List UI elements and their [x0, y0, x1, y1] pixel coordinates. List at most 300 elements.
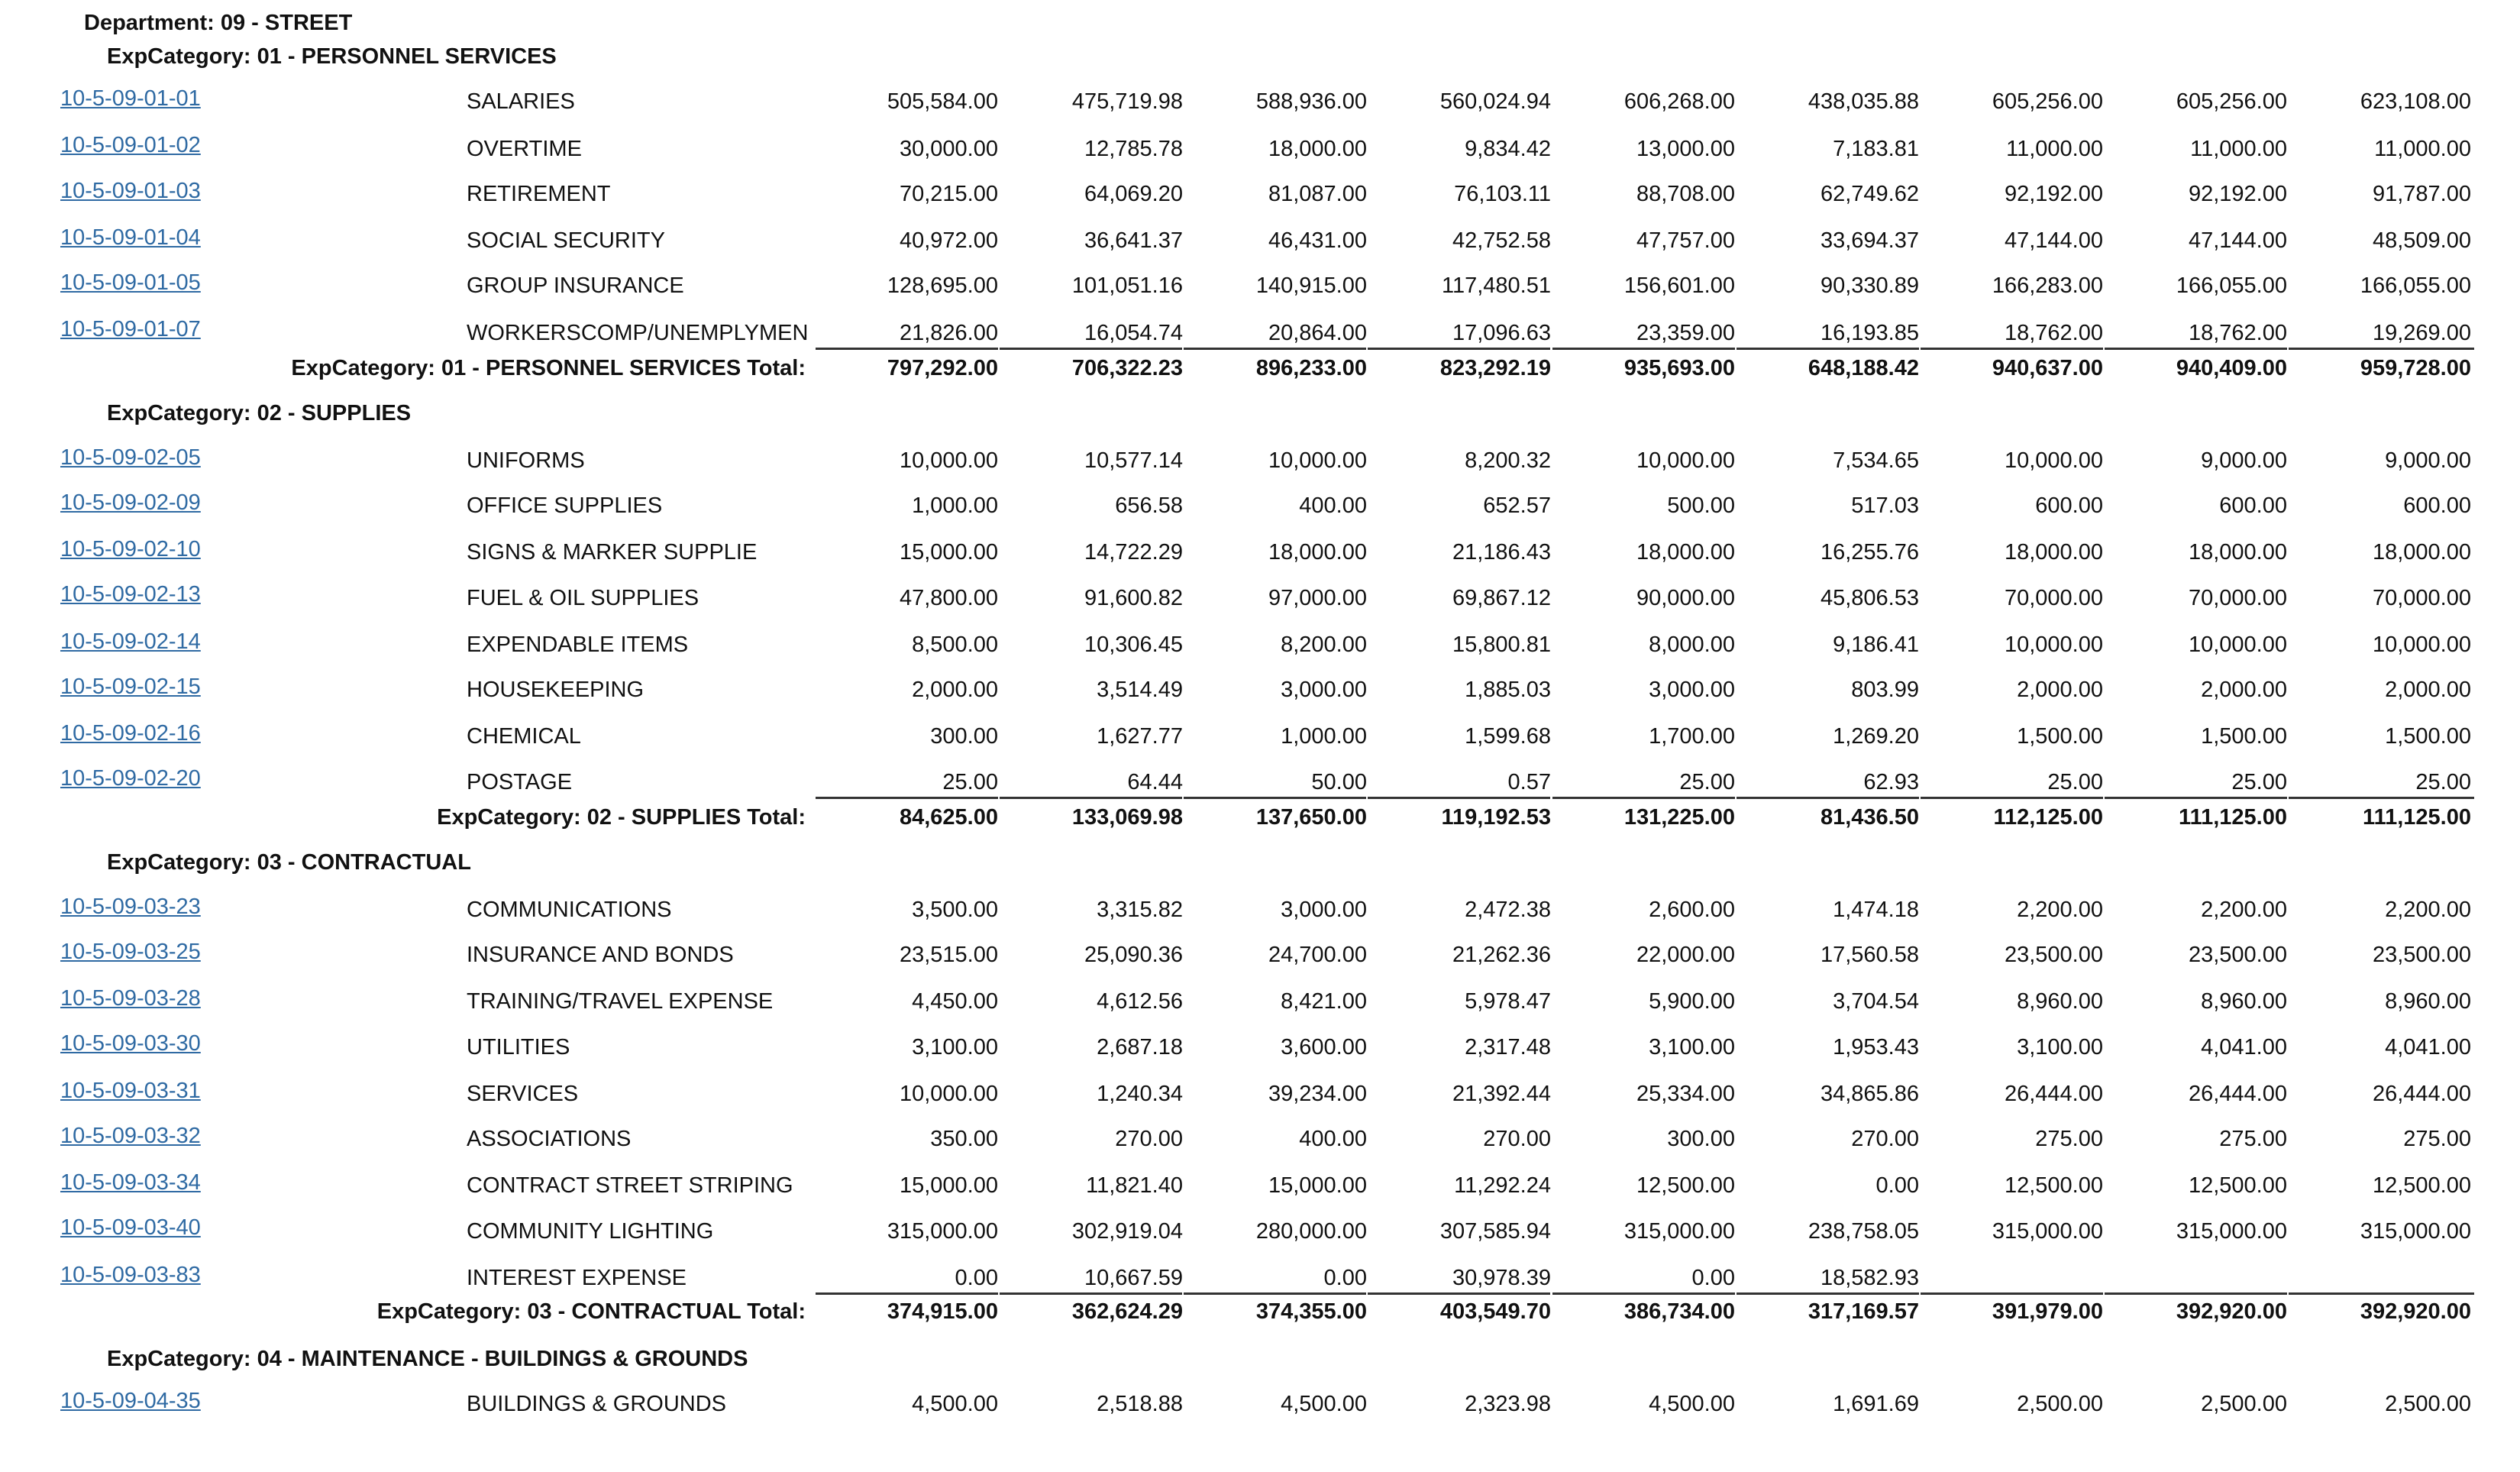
- amount-cell: 25.00: [2415, 770, 2471, 794]
- amount-cell: 30,000.00: [899, 137, 998, 161]
- amount-cell: 9,000.00: [2385, 448, 2471, 473]
- amount-cell: 25,334.00: [1636, 1082, 1735, 1106]
- amount-cell: 1,953.43: [1833, 1035, 1919, 1060]
- amount-cell: 0.00: [1875, 1173, 1919, 1198]
- amount-cell: 15,800.81: [1452, 632, 1551, 657]
- amount-cell: 12,500.00: [1636, 1173, 1735, 1198]
- amount-cell: 8,960.00: [2385, 989, 2471, 1014]
- line-item-description: BUILDINGS & GROUNDS: [467, 1392, 726, 1416]
- amount-cell: 0.00: [1691, 1266, 1735, 1290]
- amount-cell: 7,534.65: [1833, 448, 1919, 473]
- amount-cell: 8,500.00: [912, 632, 998, 657]
- amount-cell: 21,262.36: [1452, 943, 1551, 967]
- category-total-amount: 112,125.00: [1993, 805, 2103, 830]
- total-rule: [1000, 1292, 1182, 1295]
- amount-cell: 90,330.89: [1820, 273, 1919, 298]
- amount-cell: 280,000.00: [1255, 1219, 1367, 1244]
- amount-cell: 101,051.16: [1071, 273, 1183, 298]
- amount-cell: 275.00: [2035, 1127, 2103, 1151]
- amount-cell: 11,292.24: [1454, 1173, 1551, 1198]
- amount-cell: 47,144.00: [2188, 228, 2287, 253]
- amount-cell: 18,000.00: [1636, 540, 1735, 565]
- amount-cell: 117,480.51: [1442, 273, 1551, 298]
- line-item-description: EXPENDABLE ITEMS: [467, 632, 689, 657]
- amount-cell: 17,096.63: [1452, 321, 1551, 345]
- amount-cell: 11,000.00: [2006, 137, 2103, 161]
- amount-cell: 34,865.86: [1820, 1082, 1919, 1106]
- amount-cell: 270.00: [1851, 1127, 1919, 1151]
- amount-cell: 2,200.00: [2385, 898, 2471, 922]
- amount-cell: 1,500.00: [2385, 724, 2471, 749]
- amount-cell: 23,500.00: [2004, 943, 2103, 967]
- amount-cell: 2,000.00: [2017, 678, 2103, 702]
- amount-cell: 652.57: [1483, 493, 1551, 518]
- total-rule: [1737, 348, 1919, 350]
- line-item-description: COMMUNITY LIGHTING: [467, 1219, 714, 1244]
- amount-cell: 2,317.48: [1465, 1035, 1551, 1060]
- amount-cell: 275.00: [2403, 1127, 2471, 1151]
- category-total-amount: 84,625.00: [899, 805, 998, 830]
- amount-cell: 22,000.00: [1636, 943, 1735, 967]
- amount-cell: 11,821.40: [1086, 1173, 1183, 1198]
- amount-cell: 19,269.00: [2372, 321, 2471, 345]
- line-item-description: COMMUNICATIONS: [467, 898, 672, 922]
- amount-cell: 62.93: [1863, 770, 1919, 794]
- amount-cell: 4,500.00: [1281, 1392, 1367, 1416]
- category-total-amount: 131,225.00: [1623, 805, 1735, 830]
- amount-cell: 10,000.00: [899, 1082, 998, 1106]
- amount-cell: 64,069.20: [1084, 182, 1183, 206]
- amount-cell: 10,000.00: [1268, 448, 1367, 473]
- account-link[interactable]: 10-5-09-02-13: [60, 582, 201, 607]
- amount-cell: 3,600.00: [1281, 1035, 1367, 1060]
- amount-cell: 4,500.00: [912, 1392, 998, 1416]
- amount-cell: 3,000.00: [1649, 678, 1735, 702]
- amount-cell: 33,694.37: [1820, 228, 1919, 253]
- amount-cell: 26,444.00: [2372, 1082, 2471, 1106]
- account-link[interactable]: 10-5-09-02-05: [60, 445, 201, 470]
- amount-cell: 315,000.00: [1623, 1219, 1735, 1244]
- amount-cell: 2,323.98: [1465, 1392, 1551, 1416]
- amount-cell: 11,000.00: [2190, 137, 2287, 161]
- amount-cell: 10,306.45: [1084, 632, 1183, 657]
- amount-cell: 4,450.00: [912, 989, 998, 1014]
- amount-cell: 605,256.00: [1992, 89, 2103, 114]
- amount-cell: 42,752.58: [1452, 228, 1551, 253]
- amount-cell: 91,600.82: [1084, 586, 1183, 610]
- line-item-description: CONTRACT STREET STRIPING: [467, 1173, 793, 1198]
- account-link[interactable]: 10-5-09-03-28: [60, 986, 201, 1011]
- amount-cell: 8,000.00: [1649, 632, 1735, 657]
- amount-cell: 400.00: [1299, 1127, 1367, 1151]
- amount-cell: 1,240.34: [1097, 1082, 1183, 1106]
- line-item-description: HOUSEKEEPING: [467, 678, 645, 702]
- total-rule: [1184, 1292, 1366, 1295]
- amount-cell: 10,000.00: [2004, 448, 2103, 473]
- amount-cell: 12,785.78: [1084, 137, 1183, 161]
- category-total-amount: 119,192.53: [1441, 805, 1551, 830]
- amount-cell: 90,000.00: [1636, 586, 1735, 610]
- amount-cell: 21,826.00: [899, 321, 998, 345]
- category-total-amount: 391,979.00: [1992, 1299, 2103, 1324]
- category-total-label: ExpCategory: 01 - PERSONNEL SERVICES Total:: [291, 356, 806, 380]
- amount-cell: 48,509.00: [2372, 228, 2471, 253]
- amount-cell: 588,936.00: [1255, 89, 1367, 114]
- amount-cell: 156,601.00: [1623, 273, 1735, 298]
- amount-cell: 40,972.00: [899, 228, 998, 253]
- total-rule: [1921, 1292, 2103, 1295]
- total-rule: [1552, 797, 1735, 799]
- amount-cell: 600.00: [2219, 493, 2287, 518]
- total-rule: [2105, 797, 2287, 799]
- amount-cell: 18,000.00: [2004, 540, 2103, 565]
- amount-cell: 4,612.56: [1097, 989, 1183, 1014]
- amount-cell: 656.58: [1115, 493, 1183, 518]
- total-rule: [1737, 1292, 1919, 1295]
- amount-cell: 10,577.14: [1084, 448, 1183, 473]
- total-rule: [1552, 348, 1735, 350]
- line-item-description: RETIREMENT: [467, 182, 611, 206]
- amount-cell: 25,090.36: [1084, 943, 1183, 967]
- account-link[interactable]: 10-5-09-01-05: [60, 270, 201, 295]
- amount-cell: 238,758.05: [1808, 1219, 1919, 1244]
- amount-cell: 21,186.43: [1452, 540, 1551, 565]
- amount-cell: 5,900.00: [1649, 989, 1735, 1014]
- amount-cell: 350.00: [930, 1127, 998, 1151]
- amount-cell: 69,867.12: [1452, 586, 1551, 610]
- amount-cell: 1,000.00: [1281, 724, 1367, 749]
- amount-cell: 475,719.98: [1071, 89, 1183, 114]
- line-item-description: UTILITIES: [467, 1035, 570, 1060]
- line-item-description: ASSOCIATIONS: [467, 1127, 632, 1151]
- amount-cell: 560,024.94: [1439, 89, 1551, 114]
- total-rule: [2105, 348, 2287, 350]
- line-item-description: INSURANCE AND BONDS: [467, 943, 734, 967]
- account-link[interactable]: 10-5-09-02-20: [60, 766, 201, 791]
- category-title: ExpCategory: 04 - MAINTENANCE - BUILDINGS & GROUNDS: [107, 1347, 748, 1371]
- amount-cell: 30,978.39: [1452, 1266, 1551, 1290]
- account-link[interactable]: 10-5-09-02-14: [60, 629, 201, 654]
- amount-cell: 14,722.29: [1084, 540, 1183, 565]
- amount-cell: 606,268.00: [1623, 89, 1735, 114]
- amount-cell: 62,749.62: [1820, 182, 1919, 206]
- amount-cell: 97,000.00: [1268, 586, 1367, 610]
- amount-cell: 12,500.00: [2004, 1173, 2103, 1198]
- category-total-amount: 137,650.00: [1255, 805, 1367, 830]
- category-total-amount: 392,920.00: [2176, 1299, 2287, 1324]
- total-rule: [2289, 1292, 2474, 1295]
- amount-cell: 10,000.00: [2004, 632, 2103, 657]
- amount-cell: 2,518.88: [1097, 1392, 1183, 1416]
- amount-cell: 4,500.00: [1649, 1392, 1735, 1416]
- amount-cell: 12,500.00: [2188, 1173, 2287, 1198]
- line-item-description: SERVICES: [467, 1082, 579, 1106]
- account-link[interactable]: 10-5-09-02-16: [60, 721, 201, 746]
- amount-cell: 18,762.00: [2188, 321, 2287, 345]
- category-total-amount: 935,693.00: [1623, 356, 1735, 380]
- amount-cell: 26,444.00: [2004, 1082, 2103, 1106]
- total-rule: [1368, 797, 1550, 799]
- amount-cell: 18,762.00: [2004, 321, 2103, 345]
- account-link[interactable]: 10-5-09-03-31: [60, 1079, 201, 1103]
- total-rule: [1184, 348, 1366, 350]
- amount-cell: 8,200.32: [1465, 448, 1551, 473]
- amount-cell: 166,055.00: [2360, 273, 2471, 298]
- amount-cell: 47,757.00: [1636, 228, 1735, 253]
- amount-cell: 3,704.54: [1833, 989, 1919, 1014]
- amount-cell: 1,500.00: [2201, 724, 2287, 749]
- account-link[interactable]: 10-5-09-02-10: [60, 537, 201, 561]
- amount-cell: 517.03: [1851, 493, 1919, 518]
- total-rule: [816, 1292, 998, 1295]
- amount-cell: 2,200.00: [2017, 898, 2103, 922]
- amount-cell: 45,806.53: [1820, 586, 1919, 610]
- total-rule: [1368, 1292, 1550, 1295]
- account-link[interactable]: 10-5-09-03-25: [60, 940, 201, 964]
- total-rule: [816, 797, 998, 799]
- category-total-amount: 386,734.00: [1623, 1299, 1735, 1324]
- amount-cell: 505,584.00: [887, 89, 998, 114]
- category-total-amount: 317,169.57: [1808, 1299, 1919, 1324]
- line-item-description: SALARIES: [467, 89, 575, 114]
- amount-cell: 25.00: [1679, 770, 1735, 794]
- total-rule: [1000, 348, 1182, 350]
- category-total-label: ExpCategory: 02 - SUPPLIES Total:: [437, 805, 806, 830]
- amount-cell: 315,000.00: [1992, 1219, 2103, 1244]
- category-total-amount: 940,409.00: [2176, 356, 2287, 380]
- amount-cell: 18,000.00: [2188, 540, 2287, 565]
- line-item-description: TRAINING/TRAVEL EXPENSE: [467, 989, 774, 1014]
- amount-cell: 20,864.00: [1268, 321, 1367, 345]
- amount-cell: 438,035.88: [1808, 89, 1919, 114]
- amount-cell: 1,000.00: [912, 493, 998, 518]
- amount-cell: 5,978.47: [1465, 989, 1551, 1014]
- account-link[interactable]: 10-5-09-03-40: [60, 1215, 201, 1240]
- amount-cell: 18,000.00: [1268, 137, 1367, 161]
- amount-cell: 26,444.00: [2188, 1082, 2287, 1106]
- amount-cell: 0.57: [1507, 770, 1551, 794]
- category-total-amount: 823,292.19: [1439, 356, 1551, 380]
- line-item-description: OFFICE SUPPLIES: [467, 493, 663, 518]
- total-rule: [1921, 797, 2103, 799]
- account-link[interactable]: 10-5-09-01-07: [60, 317, 201, 341]
- amount-cell: 16,054.74: [1084, 321, 1183, 345]
- category-title: ExpCategory: 02 - SUPPLIES: [107, 401, 412, 425]
- amount-cell: 270.00: [1483, 1127, 1551, 1151]
- amount-cell: 2,000.00: [912, 678, 998, 702]
- line-item-description: INTEREST EXPENSE: [467, 1266, 687, 1290]
- line-item-description: CHEMICAL: [467, 724, 581, 749]
- amount-cell: 10,000.00: [2188, 632, 2287, 657]
- amount-cell: 9,000.00: [2201, 448, 2287, 473]
- amount-cell: 9,186.41: [1833, 632, 1919, 657]
- category-total-amount: 374,915.00: [887, 1299, 998, 1324]
- amount-cell: 4,041.00: [2201, 1035, 2287, 1060]
- amount-cell: 15,000.00: [1268, 1173, 1367, 1198]
- category-title: ExpCategory: 03 - CONTRACTUAL: [107, 850, 471, 875]
- amount-cell: 39,234.00: [1268, 1082, 1367, 1106]
- amount-cell: 25.00: [942, 770, 998, 794]
- line-item-description: UNIFORMS: [467, 448, 585, 473]
- amount-cell: 10,000.00: [2372, 632, 2471, 657]
- total-rule: [2289, 797, 2474, 799]
- amount-cell: 70,000.00: [2372, 586, 2471, 610]
- amount-cell: 315,000.00: [2176, 1219, 2287, 1244]
- amount-cell: 10,667.59: [1084, 1266, 1183, 1290]
- amount-cell: 0.00: [955, 1266, 998, 1290]
- amount-cell: 18,000.00: [2372, 540, 2471, 565]
- line-item-description: WORKERSCOMP/UNEMPLYMEN: [467, 321, 809, 345]
- amount-cell: 300.00: [1667, 1127, 1735, 1151]
- amount-cell: 16,255.76: [1820, 540, 1919, 565]
- amount-cell: 3,000.00: [1281, 898, 1367, 922]
- total-rule: [1000, 797, 1182, 799]
- amount-cell: 2,500.00: [2201, 1392, 2287, 1416]
- amount-cell: 1,885.03: [1465, 678, 1551, 702]
- amount-cell: 64.44: [1127, 770, 1183, 794]
- amount-cell: 2,000.00: [2385, 678, 2471, 702]
- amount-cell: 2,200.00: [2201, 898, 2287, 922]
- amount-cell: 315,000.00: [2360, 1219, 2471, 1244]
- account-link[interactable]: 10-5-09-03-32: [60, 1124, 201, 1148]
- amount-cell: 500.00: [1667, 493, 1735, 518]
- amount-cell: 140,915.00: [1255, 273, 1367, 298]
- amount-cell: 10,000.00: [899, 448, 998, 473]
- amount-cell: 0.00: [1323, 1266, 1367, 1290]
- amount-cell: 605,256.00: [2176, 89, 2287, 114]
- total-rule: [1737, 797, 1919, 799]
- category-total-amount: 896,233.00: [1255, 356, 1367, 380]
- category-total-amount: 133,069.98: [1071, 805, 1183, 830]
- category-total-amount: 111,125.00: [2363, 805, 2471, 830]
- amount-cell: 10,000.00: [1636, 448, 1735, 473]
- amount-cell: 3,500.00: [912, 898, 998, 922]
- line-item-description: FUEL & OIL SUPPLIES: [467, 586, 699, 610]
- amount-cell: 315,000.00: [887, 1219, 998, 1244]
- amount-cell: 70,000.00: [2188, 586, 2287, 610]
- amount-cell: 1,627.77: [1097, 724, 1183, 749]
- department-title: Department: 09 - STREET: [84, 11, 353, 35]
- total-rule: [816, 348, 998, 350]
- amount-cell: 70,000.00: [2004, 586, 2103, 610]
- account-link[interactable]: 10-5-09-03-23: [60, 895, 201, 919]
- amount-cell: 81,087.00: [1268, 182, 1367, 206]
- amount-cell: 166,055.00: [2176, 273, 2287, 298]
- account-link[interactable]: 10-5-09-04-35: [60, 1389, 201, 1413]
- account-link[interactable]: 10-5-09-03-83: [60, 1263, 201, 1287]
- amount-cell: 18,582.93: [1820, 1266, 1919, 1290]
- amount-cell: 275.00: [2219, 1127, 2287, 1151]
- category-total-amount: 403,549.70: [1439, 1299, 1551, 1324]
- account-link[interactable]: 10-5-09-01-03: [60, 179, 201, 203]
- amount-cell: 25.00: [2047, 770, 2103, 794]
- amount-cell: 4,041.00: [2385, 1035, 2471, 1060]
- total-rule: [2105, 1292, 2287, 1295]
- amount-cell: 8,200.00: [1281, 632, 1367, 657]
- account-link[interactable]: 10-5-09-02-09: [60, 490, 201, 515]
- amount-cell: 300.00: [930, 724, 998, 749]
- amount-cell: 7,183.81: [1833, 137, 1919, 161]
- total-rule: [2289, 348, 2474, 350]
- account-link[interactable]: 10-5-09-03-34: [60, 1170, 201, 1195]
- total-rule: [1184, 797, 1366, 799]
- category-total-amount: 392,920.00: [2360, 1299, 2471, 1324]
- amount-cell: 128,695.00: [887, 273, 998, 298]
- amount-cell: 21,392.44: [1452, 1082, 1551, 1106]
- account-link[interactable]: 10-5-09-03-30: [60, 1031, 201, 1056]
- line-item-description: OVERTIME: [467, 137, 582, 161]
- amount-cell: 36,641.37: [1084, 228, 1183, 253]
- category-total-amount: 648,188.42: [1808, 356, 1919, 380]
- amount-cell: 270.00: [1115, 1127, 1183, 1151]
- category-total-amount: 797,292.00: [887, 356, 998, 380]
- amount-cell: 8,421.00: [1281, 989, 1367, 1014]
- amount-cell: 15,000.00: [899, 540, 998, 565]
- amount-cell: 307,585.94: [1439, 1219, 1551, 1244]
- amount-cell: 8,960.00: [2201, 989, 2287, 1014]
- amount-cell: 13,000.00: [1636, 137, 1735, 161]
- amount-cell: 803.99: [1851, 678, 1919, 702]
- amount-cell: 9,834.42: [1465, 137, 1551, 161]
- amount-cell: 400.00: [1299, 493, 1367, 518]
- amount-cell: 3,514.49: [1097, 678, 1183, 702]
- amount-cell: 8,960.00: [2017, 989, 2103, 1014]
- amount-cell: 2,500.00: [2017, 1392, 2103, 1416]
- amount-cell: 3,100.00: [912, 1035, 998, 1060]
- account-link[interactable]: 10-5-09-01-04: [60, 225, 201, 250]
- amount-cell: 25.00: [2231, 770, 2287, 794]
- category-total-amount: 940,637.00: [1992, 356, 2103, 380]
- amount-cell: 76,103.11: [1454, 182, 1551, 206]
- amount-cell: 23,500.00: [2188, 943, 2287, 967]
- amount-cell: 1,691.69: [1833, 1392, 1919, 1416]
- amount-cell: 18,000.00: [1268, 540, 1367, 565]
- amount-cell: 70,215.00: [899, 182, 998, 206]
- account-link[interactable]: 10-5-09-01-02: [60, 133, 201, 157]
- amount-cell: 2,687.18: [1097, 1035, 1183, 1060]
- amount-cell: 2,600.00: [1649, 898, 1735, 922]
- amount-cell: 3,100.00: [1649, 1035, 1735, 1060]
- amount-cell: 24,700.00: [1268, 943, 1367, 967]
- amount-cell: 600.00: [2403, 493, 2471, 518]
- amount-cell: 1,599.68: [1465, 724, 1551, 749]
- account-link[interactable]: 10-5-09-01-01: [60, 86, 201, 111]
- category-total-label: ExpCategory: 03 - CONTRACTUAL Total:: [376, 1299, 806, 1324]
- amount-cell: 2,500.00: [2385, 1392, 2471, 1416]
- total-rule: [1552, 1292, 1735, 1295]
- amount-cell: 3,315.82: [1097, 898, 1183, 922]
- amount-cell: 92,192.00: [2188, 182, 2287, 206]
- amount-cell: 46,431.00: [1268, 228, 1367, 253]
- account-link[interactable]: 10-5-09-02-15: [60, 675, 201, 699]
- amount-cell: 12,500.00: [2372, 1173, 2471, 1198]
- amount-cell: 17,560.58: [1820, 943, 1919, 967]
- amount-cell: 23,500.00: [2372, 943, 2471, 967]
- amount-cell: 23,359.00: [1636, 321, 1735, 345]
- line-item-description: SIGNS & MARKER SUPPLIE: [467, 540, 758, 565]
- amount-cell: 91,787.00: [2372, 182, 2471, 206]
- amount-cell: 3,000.00: [1281, 678, 1367, 702]
- amount-cell: 92,192.00: [2004, 182, 2103, 206]
- amount-cell: 47,144.00: [2004, 228, 2103, 253]
- amount-cell: 11,000.00: [2374, 137, 2471, 161]
- total-rule: [1921, 348, 2103, 350]
- amount-cell: 2,472.38: [1465, 898, 1551, 922]
- category-title: ExpCategory: 01 - PERSONNEL SERVICES: [107, 44, 557, 69]
- category-total-amount: 706,322.23: [1071, 356, 1183, 380]
- line-item-description: POSTAGE: [467, 770, 573, 794]
- amount-cell: 166,283.00: [1992, 273, 2103, 298]
